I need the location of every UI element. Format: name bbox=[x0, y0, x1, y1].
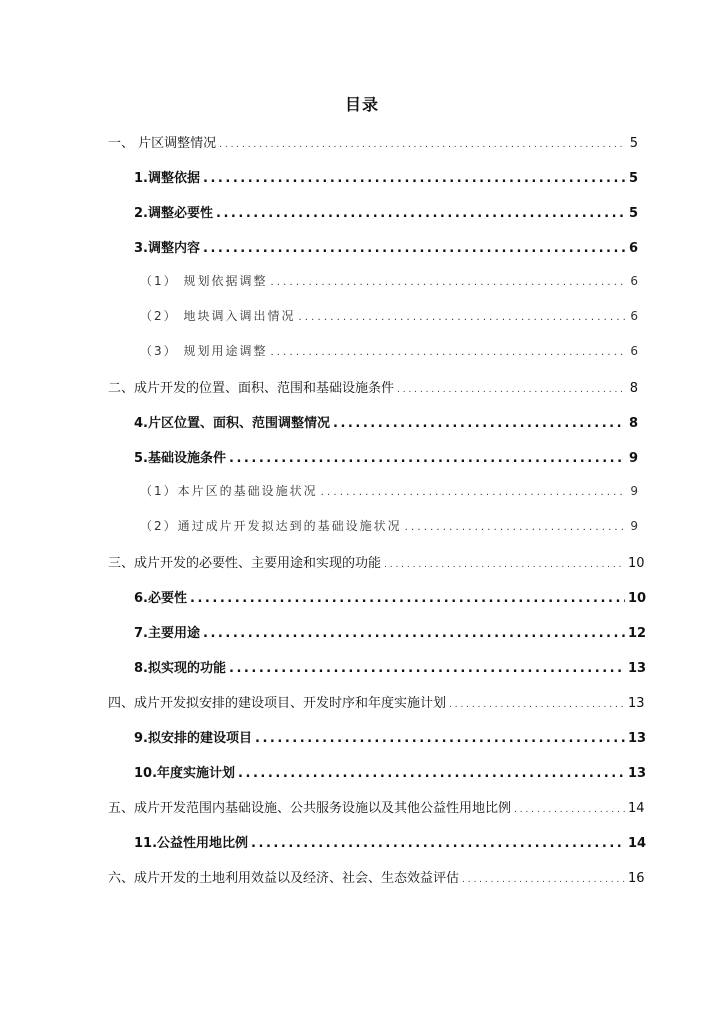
dot-leader bbox=[255, 731, 625, 746]
toc-entry-page: 6 bbox=[630, 274, 638, 288]
toc-entry-label: 7.主要用途 bbox=[134, 626, 200, 641]
toc-entry[interactable] bbox=[140, 342, 638, 362]
toc-entry[interactable] bbox=[108, 377, 638, 397]
toc-entry[interactable] bbox=[134, 447, 638, 467]
toc-entry[interactable] bbox=[108, 867, 645, 887]
toc-entry-label: 一、 片区调整情况 bbox=[108, 136, 217, 151]
toc-entry[interactable] bbox=[108, 552, 645, 572]
toc-entry-page: 5 bbox=[628, 171, 638, 186]
dot-leader bbox=[203, 241, 625, 256]
toc-entry-page: 8 bbox=[629, 381, 638, 396]
toc-entry[interactable] bbox=[134, 167, 638, 187]
page-title: 目录 bbox=[344, 95, 379, 114]
toc-entry-page: 13 bbox=[628, 661, 647, 676]
toc-entry-page: 5 bbox=[628, 206, 638, 221]
toc-entry-page: 5 bbox=[629, 136, 638, 151]
toc-entry-label: 2.调整必要性 bbox=[134, 206, 213, 221]
toc-entry[interactable] bbox=[108, 797, 645, 817]
toc-entry[interactable] bbox=[134, 412, 638, 432]
dot-leader bbox=[238, 766, 625, 781]
dot-leader bbox=[462, 875, 625, 885]
dot-leader bbox=[219, 140, 625, 150]
toc-entry-page: 13 bbox=[628, 766, 647, 781]
toc-entry-page: 9 bbox=[628, 451, 638, 466]
dot-leader bbox=[229, 451, 625, 466]
toc-entry-label: 五、成片开发范围内基础设施、公共服务设施以及其他公益性用地比例 bbox=[108, 801, 512, 816]
dot-leader bbox=[449, 700, 625, 710]
toc-entry-page: 6 bbox=[628, 241, 638, 256]
dot-leader bbox=[298, 312, 625, 323]
toc-entry-page: 10 bbox=[628, 591, 647, 606]
toc-entry-label: （1）本片区的基础设施状况 bbox=[140, 484, 318, 498]
dot-leader bbox=[203, 171, 625, 186]
toc-entry-label: 10.年度实施计划 bbox=[134, 766, 236, 781]
toc-entry-page: 14 bbox=[628, 801, 645, 816]
toc-entry-label: （2）通过成片开发拟达到的基础设施状况 bbox=[140, 519, 402, 533]
toc-entry-label: 4.片区位置、面积、范围调整情况 bbox=[134, 416, 330, 431]
dot-leader bbox=[405, 522, 625, 533]
toc-entry-label: （3） 规划用途调整 bbox=[140, 344, 268, 358]
dot-leader bbox=[270, 347, 625, 358]
toc-entry[interactable] bbox=[134, 762, 647, 782]
toc-entry[interactable] bbox=[108, 132, 638, 152]
toc-entry-label: 8.拟实现的功能 bbox=[134, 661, 226, 676]
dot-leader bbox=[397, 385, 625, 395]
toc-entry-page: 6 bbox=[630, 344, 638, 358]
toc-entry[interactable] bbox=[108, 692, 645, 712]
toc-entry-page: 12 bbox=[628, 626, 647, 641]
toc-entry[interactable] bbox=[134, 237, 638, 257]
dot-leader bbox=[203, 626, 625, 641]
toc-entry[interactable] bbox=[134, 727, 647, 747]
toc-entry-page: 6 bbox=[630, 309, 638, 323]
toc-entry-label: 三、成片开发的必要性、主要用途和实现的功能 bbox=[108, 556, 382, 571]
toc-entry[interactable] bbox=[140, 482, 638, 502]
toc-entry-label: （2） 地块调入调出情况 bbox=[140, 309, 296, 323]
toc-entry-page: 13 bbox=[628, 696, 645, 711]
toc-entry-page: 9 bbox=[630, 484, 638, 498]
toc-entry-page: 9 bbox=[630, 519, 638, 533]
toc-entry-page: 16 bbox=[628, 871, 645, 886]
toc-entry-page: 8 bbox=[628, 416, 638, 431]
dot-leader bbox=[229, 661, 625, 676]
toc-entry[interactable] bbox=[134, 832, 647, 852]
toc-entry-page: 14 bbox=[628, 836, 647, 851]
dot-leader bbox=[321, 487, 625, 498]
toc-entry-page: 13 bbox=[628, 731, 647, 746]
toc-entry[interactable] bbox=[134, 657, 647, 677]
dot-leader bbox=[216, 206, 625, 221]
toc-entry[interactable] bbox=[140, 307, 638, 327]
toc-entry-label: 六、成片开发的土地利用效益以及经济、社会、生态效益评估 bbox=[108, 871, 460, 886]
toc-entry[interactable] bbox=[134, 202, 638, 222]
dot-leader bbox=[251, 836, 625, 851]
toc-entry-page: 10 bbox=[628, 556, 645, 571]
dot-leader bbox=[270, 277, 625, 288]
toc-entry[interactable] bbox=[134, 587, 647, 607]
dot-leader bbox=[333, 416, 625, 431]
dot-leader bbox=[190, 591, 625, 606]
toc-entry-label: 3.调整内容 bbox=[134, 241, 200, 256]
toc-entry-label: 11.公益性用地比例 bbox=[134, 836, 249, 851]
toc-entry-label: 二、成片开发的位置、面积、范围和基础设施条件 bbox=[108, 381, 395, 396]
toc-entry[interactable] bbox=[140, 517, 638, 537]
toc-entry-label: 9.拟安排的建设项目 bbox=[134, 731, 252, 746]
toc-entry-label: 6.必要性 bbox=[134, 591, 187, 606]
toc-entry-label: 5.基础设施条件 bbox=[134, 451, 226, 466]
toc-entry-label: 四、成片开发拟安排的建设项目、开发时序和年度实施计划 bbox=[108, 696, 447, 711]
toc-entry[interactable] bbox=[134, 622, 647, 642]
toc-entry[interactable] bbox=[140, 272, 638, 292]
toc-entry-label: （1） 规划依据调整 bbox=[140, 274, 268, 288]
dot-leader bbox=[514, 805, 625, 815]
dot-leader bbox=[384, 560, 625, 570]
toc-entry-label: 1.调整依据 bbox=[134, 171, 200, 186]
